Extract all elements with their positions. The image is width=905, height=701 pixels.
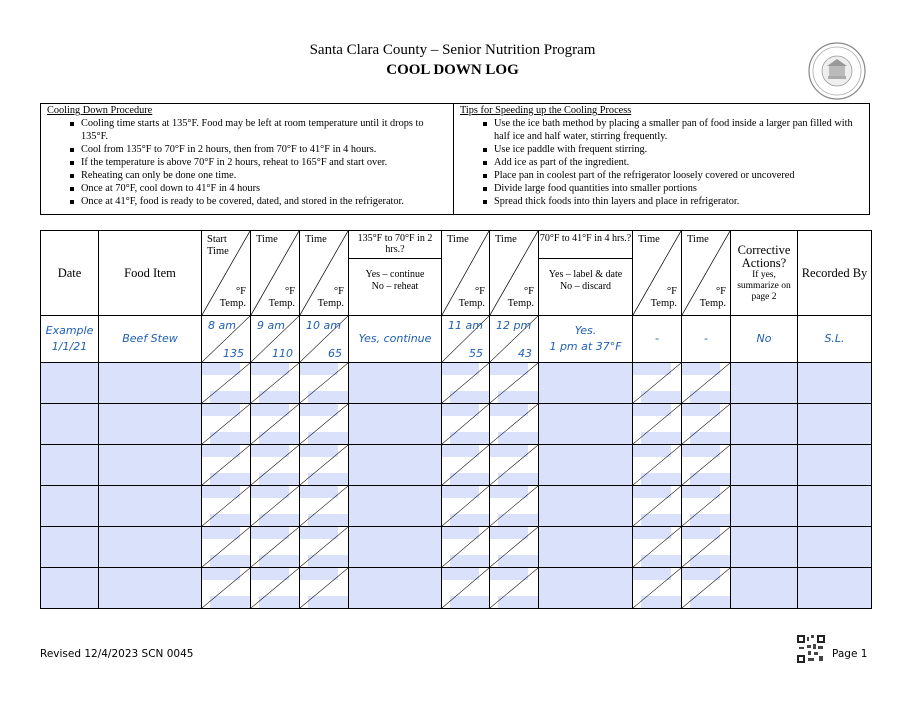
check2-field[interactable] bbox=[539, 363, 633, 404]
tips-heading: Tips for Speeding up the Cooling Process bbox=[460, 105, 632, 116]
time-temp-field[interactable] bbox=[490, 568, 539, 609]
program-title: Santa Clara County – Senior Nutrition Program bbox=[309, 42, 596, 58]
time-temp-field[interactable] bbox=[251, 568, 300, 609]
food-item-field[interactable] bbox=[99, 568, 202, 609]
header-row bbox=[41, 231, 872, 316]
date-field[interactable] bbox=[41, 527, 99, 568]
check1-field[interactable] bbox=[349, 527, 442, 568]
food-item-field[interactable] bbox=[99, 404, 202, 445]
check2-field[interactable] bbox=[539, 527, 633, 568]
revision-note: Revised 12/4/2023 SCN 0045 bbox=[40, 648, 194, 660]
entry-row bbox=[41, 445, 872, 486]
log-title: COOL DOWN LOG bbox=[386, 62, 519, 78]
time-temp-field[interactable] bbox=[633, 486, 682, 527]
time-temp-field[interactable] bbox=[442, 404, 490, 445]
check1-field[interactable] bbox=[349, 404, 442, 445]
example-time-temp: - bbox=[633, 316, 682, 363]
recorded-by-field[interactable] bbox=[798, 404, 872, 445]
time-temp-field[interactable] bbox=[490, 404, 539, 445]
tip-item: Use the ice bath method by placing a smaller pan of food inside a larger pan filled with half ice and half water, stirring frequently. bbox=[494, 117, 865, 143]
recorded-by-field[interactable] bbox=[798, 568, 872, 609]
check1-header: 135°F to 70°F in 2 hrs.? Yes – continue No – reheat bbox=[349, 231, 442, 316]
tip-item: Spread thick foods into thin layers and place in refrigerator. bbox=[494, 195, 865, 208]
entry-row bbox=[41, 486, 872, 527]
procedure-item: Cooling time starts at 135°F. Food may be left at room temperature until it drops to 135°F. bbox=[81, 117, 449, 143]
time-temp-field[interactable] bbox=[682, 568, 731, 609]
example-date: Example 1/1/21 bbox=[41, 316, 99, 363]
corrective-field[interactable] bbox=[731, 404, 798, 445]
check1-field[interactable] bbox=[349, 363, 442, 404]
time-temp-field[interactable] bbox=[682, 404, 731, 445]
corrective-field[interactable] bbox=[731, 363, 798, 404]
check1-field[interactable] bbox=[349, 568, 442, 609]
cool-down-log-table bbox=[40, 230, 872, 609]
check2-field[interactable] bbox=[539, 568, 633, 609]
page-number: Page 1 bbox=[832, 648, 868, 660]
date-header: Date bbox=[41, 231, 99, 316]
time-temp-field[interactable] bbox=[300, 486, 349, 527]
tip-item: Place pan in coolest part of the refrigerator loosely covered or uncovered bbox=[494, 169, 865, 182]
time-temp-field[interactable] bbox=[682, 363, 731, 404]
time-temp-field[interactable] bbox=[202, 404, 251, 445]
time-temp-field[interactable] bbox=[442, 363, 490, 404]
time-temp-field[interactable] bbox=[490, 527, 539, 568]
time-temp-header: Time °F Temp. bbox=[251, 231, 300, 316]
time-temp-field[interactable] bbox=[251, 486, 300, 527]
procedure-item: If the temperature is above 70°F in 2 hours, reheat to 165°F and start over. bbox=[81, 156, 449, 169]
example-time-temp: - bbox=[682, 316, 731, 363]
food-item-field[interactable] bbox=[99, 363, 202, 404]
time-temp-field[interactable] bbox=[202, 527, 251, 568]
time-temp-field[interactable] bbox=[251, 363, 300, 404]
start-time-header: Start Time °F Temp. bbox=[202, 231, 251, 316]
date-field[interactable] bbox=[41, 445, 99, 486]
check2-header: 70°F to 41°F in 4 hrs.? Yes – label & date No – discard bbox=[539, 231, 633, 316]
time-temp-field[interactable] bbox=[633, 404, 682, 445]
time-temp-header: Time °F Temp. bbox=[633, 231, 682, 316]
recorded-by-header: Recorded By bbox=[798, 231, 872, 316]
example-time-temp: 10 am 65 bbox=[300, 316, 349, 363]
entry-row bbox=[41, 568, 872, 609]
county-seal-logo bbox=[808, 42, 866, 100]
time-temp-field[interactable] bbox=[300, 445, 349, 486]
time-temp-field[interactable] bbox=[202, 486, 251, 527]
time-temp-field[interactable] bbox=[442, 527, 490, 568]
example-time-temp: 11 am 55 bbox=[442, 316, 490, 363]
recorded-by-field[interactable] bbox=[798, 527, 872, 568]
procedure-heading: Cooling Down Procedure bbox=[47, 105, 153, 116]
time-temp-field[interactable] bbox=[633, 568, 682, 609]
corrective-field[interactable] bbox=[731, 527, 798, 568]
date-field[interactable] bbox=[41, 568, 99, 609]
time-temp-field[interactable] bbox=[300, 404, 349, 445]
check1-field[interactable] bbox=[349, 486, 442, 527]
recorded-by-field[interactable] bbox=[798, 445, 872, 486]
corrective-actions-header: Corrective Actions? If yes, summarize on page 2 bbox=[731, 231, 798, 316]
tip-item: Divide large food quantities into smaller portions bbox=[494, 182, 865, 195]
example-row bbox=[41, 316, 872, 363]
time-temp-field[interactable] bbox=[300, 527, 349, 568]
time-temp-header: Time °F Temp. bbox=[300, 231, 349, 316]
example-check2: Yes. 1 pm at 37°F bbox=[539, 316, 633, 363]
check1-field[interactable] bbox=[349, 445, 442, 486]
time-temp-header: Time °F Temp. bbox=[682, 231, 731, 316]
recorded-by-field[interactable] bbox=[798, 363, 872, 404]
food-item-field[interactable] bbox=[99, 527, 202, 568]
time-temp-field[interactable] bbox=[300, 363, 349, 404]
time-temp-field[interactable] bbox=[633, 445, 682, 486]
time-temp-field[interactable] bbox=[442, 568, 490, 609]
example-time-temp: 12 pm 43 bbox=[490, 316, 539, 363]
qr-code-icon bbox=[797, 635, 825, 663]
date-field[interactable] bbox=[41, 486, 99, 527]
entry-row bbox=[41, 404, 872, 445]
recorded-by-field[interactable] bbox=[798, 486, 872, 527]
tip-item: Use ice paddle with frequent stirring. bbox=[494, 143, 865, 156]
food-item-field[interactable] bbox=[99, 445, 202, 486]
food-item-header: Food Item bbox=[99, 231, 202, 316]
time-temp-field[interactable] bbox=[300, 568, 349, 609]
time-temp-field[interactable] bbox=[490, 445, 539, 486]
cooling-procedure bbox=[41, 104, 454, 214]
time-temp-field[interactable] bbox=[490, 486, 539, 527]
time-temp-field[interactable] bbox=[633, 363, 682, 404]
example-corrective: No bbox=[731, 316, 798, 363]
time-temp-field[interactable] bbox=[202, 568, 251, 609]
procedure-box bbox=[40, 103, 870, 215]
entry-row bbox=[41, 527, 872, 568]
time-temp-field[interactable] bbox=[682, 445, 731, 486]
check2-field[interactable] bbox=[539, 404, 633, 445]
time-temp-field[interactable] bbox=[490, 363, 539, 404]
time-temp-field[interactable] bbox=[251, 527, 300, 568]
procedure-item: Once at 41°F, food is ready to be covered, dated, and stored in the refrigerator. bbox=[81, 195, 449, 208]
entry-row bbox=[41, 363, 872, 404]
time-temp-field[interactable] bbox=[682, 486, 731, 527]
check2-field[interactable] bbox=[539, 445, 633, 486]
example-recorded-by: S.L. bbox=[798, 316, 872, 363]
example-time-temp: 9 am 110 bbox=[251, 316, 300, 363]
procedure-item: Reheating can only be done one time. bbox=[81, 169, 449, 182]
date-field[interactable] bbox=[41, 363, 99, 404]
time-temp-field[interactable] bbox=[633, 527, 682, 568]
food-item-field[interactable] bbox=[99, 486, 202, 527]
time-temp-field[interactable] bbox=[682, 527, 731, 568]
time-temp-header: Time °F Temp. bbox=[442, 231, 490, 316]
time-temp-field[interactable] bbox=[442, 486, 490, 527]
time-temp-field[interactable] bbox=[442, 445, 490, 486]
procedure-item: Cool from 135°F to 70°F in 2 hours, then from 70°F to 41°F in 4 hours. bbox=[81, 143, 449, 156]
example-food: Beef Stew bbox=[99, 316, 202, 363]
procedure-item: Once at 70°F, cool down to 41°F in 4 hours bbox=[81, 182, 449, 195]
tip-item: Add ice as part of the ingredient. bbox=[494, 156, 865, 169]
time-temp-field[interactable] bbox=[251, 404, 300, 445]
date-field[interactable] bbox=[41, 404, 99, 445]
corrective-field[interactable] bbox=[731, 568, 798, 609]
example-check1: Yes, continue bbox=[349, 316, 442, 363]
time-temp-header: Time °F Temp. bbox=[490, 231, 539, 316]
corrective-field[interactable] bbox=[731, 445, 798, 486]
corrective-field[interactable] bbox=[731, 486, 798, 527]
check2-field[interactable] bbox=[539, 486, 633, 527]
example-time-temp: 8 am 135 bbox=[202, 316, 251, 363]
time-temp-field[interactable] bbox=[202, 363, 251, 404]
time-temp-field[interactable] bbox=[202, 445, 251, 486]
cooling-tips bbox=[454, 104, 869, 214]
time-temp-field[interactable] bbox=[251, 445, 300, 486]
